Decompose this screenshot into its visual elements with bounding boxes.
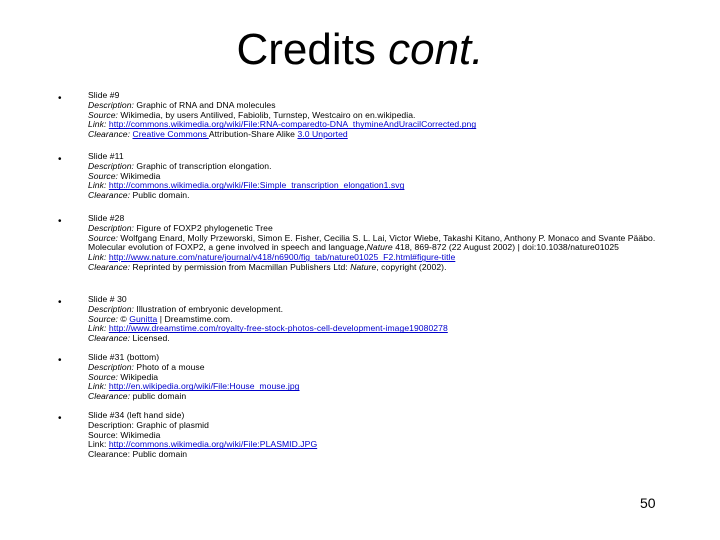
source-link[interactable]: http://www.nature.com/nature/journal/v418/n6900/fig_tab/nature01025_F2.html#figure-title [108,252,456,263]
source-label: Source: [88,371,118,382]
clearance-text: Licensed. [130,333,170,344]
link-label: Link: [88,323,107,334]
source-citation: 418, 869-872 (22 August 2002) | doi:10.1038/nature01025 [392,242,620,253]
link-label: Link: [88,119,107,130]
source-text: Wikimedia, by users Antilived, Fabiolib, Turnstep, Westcairo on en.wikipedia. [117,109,416,120]
description-label: Description: [88,303,134,314]
credit-entry-slide-9 [88,91,663,140]
clearance-label: Clearance: [88,190,131,201]
clearance-copyright: , copyright (2002). [376,261,447,272]
description-text: Graphic of transcription elongation. [133,160,272,171]
clearance-text: Attribution-Share Alike [208,129,298,140]
bullet: • [58,413,62,424]
bullet: • [58,216,62,227]
source-text: © [117,313,130,324]
source-text: Source: Wikimedia [88,429,161,440]
clearance-label: Clearance: [88,333,131,344]
bullet: • [58,154,62,165]
clearance-label: Clearance: [88,261,131,272]
description-label: Description: [88,99,134,110]
bullet: • [58,355,62,366]
license-version-link[interactable]: 3.0 Unported [297,129,348,140]
credit-entry-slide-11 [88,152,663,201]
source-label: Source: [88,232,118,243]
credit-entry-slide-28 [88,214,663,273]
bullet: • [58,297,62,308]
description-text: Illustration of embryonic development. [133,303,284,314]
slide-number: Slide #28 [88,213,125,223]
description-text: Figure of FOXP2 phylogenetic Tree [133,222,273,233]
source-journal: Nature [366,242,393,253]
description-label: Description: [88,361,134,372]
source-site: | Dreamstime.com. [157,313,233,324]
description-text: Graphic of RNA and DNA molecules [133,99,276,110]
slide-number: Slide #9 [88,90,120,100]
clearance-text: Reprinted by permission from Macmillan Publishers Ltd: [130,261,351,272]
credit-entry-slide-30 [88,295,663,344]
author-link[interactable]: Gunitta [129,313,158,324]
source-label: Source: [88,313,118,324]
source-link[interactable]: http://commons.wikimedia.org/wiki/File:RNA-comparedto-DNA_thymineAndUracilCorrected.png [108,119,477,130]
description-text: Description: Graphic of plasmid [88,419,209,430]
clearance-journal: Nature [350,261,377,272]
credit-entry-slide-31 [88,353,663,402]
title-main: Credits [236,25,376,74]
page-number: 50 [640,495,656,511]
source-link[interactable]: http://en.wikipedia.org/wiki/File:House_mouse.jpg [108,381,300,392]
source-text: Wolfgang Enard, Molly Przeworski, Simon E. Fisher, Cecilia S. L. Lai, Victor Wiebe, Takashi Kitano, Anthony P. Monaco and Svante Pääbo. Molecular evolution of FOXP2, a gene involved in speech and language, [88,232,656,253]
description-label: Description: [88,160,134,171]
source-link[interactable]: http://commons.wikimedia.org/wiki/File:PLASMID.JPG [108,439,318,450]
clearance-text: public domain [130,391,187,402]
description-label: Description: [88,222,134,233]
source-link[interactable]: http://commons.wikimedia.org/wiki/File:Simple_transcription_elongation1.svg [108,180,405,191]
slide-number: Slide # 30 [88,294,127,304]
link-label: Link: [88,180,107,191]
clearance-text: Public domain. [130,190,190,201]
clearance-label: Clearance: [88,129,131,140]
source-text: Wikimedia [117,170,161,181]
slide-number: Slide #34 (left hand side) [88,410,185,420]
slide-number: Slide #11 [88,151,124,161]
source-link[interactable]: http://www.dreamstime.com/royalty-free-stock-photos-cell-development-image19080278 [108,323,448,334]
credit-entry-slide-34 [88,411,663,460]
source-label: Source: [88,109,118,120]
clearance-label: Clearance: [88,391,131,402]
link-label: Link: [88,439,109,450]
description-text: Photo of a mouse [133,361,205,372]
source-label: Source: [88,170,118,181]
clearance-text: Clearance: Public domain [88,449,188,460]
link-label: Link: [88,381,107,392]
slide-number: Slide #31 (bottom) [88,352,160,362]
link-label: Link: [88,252,107,263]
title-italic: cont. [388,25,484,74]
bullet: • [58,93,62,104]
source-text: Wikipedia [117,371,159,382]
creative-commons-link[interactable]: Creative Commons [132,129,209,140]
